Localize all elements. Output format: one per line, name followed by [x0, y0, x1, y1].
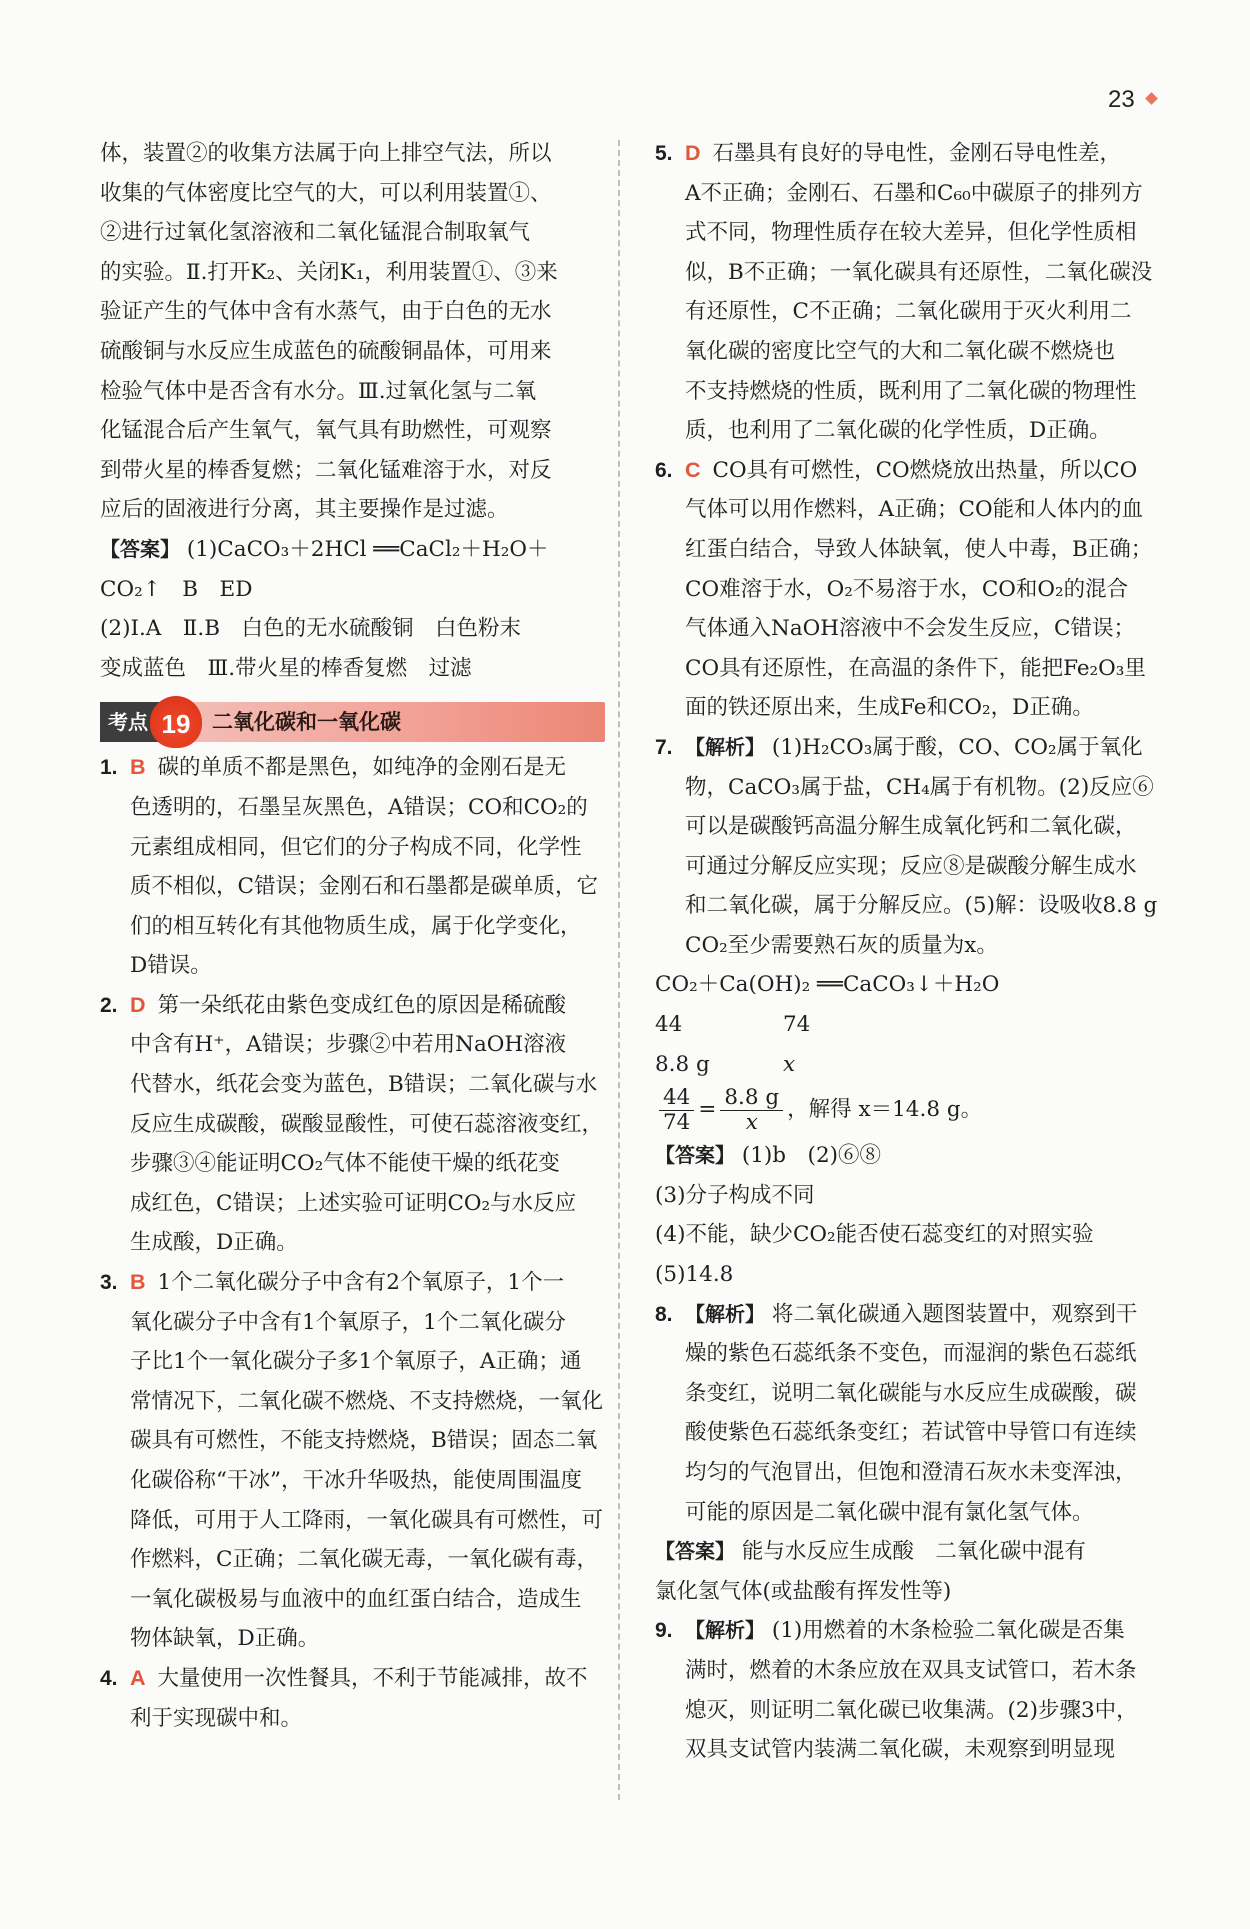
answer-line: (1)b (2)⑥⑧: [741, 1143, 882, 1169]
text-line: 碳具有可燃性，不能支持燃烧，B错误；固态二氧: [130, 1428, 598, 1454]
fraction-numerator: 8.8 g: [720, 1086, 783, 1111]
text-line: 物，CaCO₃属于盐，CH₄属于有机物。(2)反应⑥: [685, 774, 1154, 800]
proportion-row: $\frac{44}{74}$ = $\frac{8.8 g}{x}$ ，解得 x＝14.8 g。: [655, 1084, 1165, 1136]
text-line: 色透明的，石墨呈灰黑色，A错误；CO和CO₂的: [130, 794, 588, 820]
answer-tag: 【答案】: [655, 1539, 735, 1564]
answer-letter: C: [685, 457, 701, 482]
text-line: 有还原性，C不正确；二氧化碳用于灭火利用二: [685, 299, 1132, 325]
answer-tag: 【答案】: [100, 536, 180, 561]
item-number: 1.: [100, 756, 118, 780]
text-line: 将二氧化碳通入题图装置中，观察到干: [771, 1301, 1138, 1327]
fraction-denominator: 74: [663, 1109, 691, 1135]
text-line: 酸使紫色石蕊纸条变红；若试管中导管口有连续: [685, 1420, 1137, 1446]
question-item-3: [100, 1263, 605, 1659]
question-item-7: [655, 728, 1165, 1295]
text-line: 熄灭，则证明二氧化碳已收集满。(2)步骤3中，: [685, 1697, 1138, 1723]
analysis-tag: 【解析】: [685, 1301, 765, 1326]
chemical-equation: CO₂＋Ca(OH)₂ ══CaCO₃↓＋H₂O: [655, 972, 1000, 998]
text-line: ②进行过氧化氢溶液和二氧化锰混合制取氧气: [100, 220, 531, 246]
item-number: 4.: [100, 1666, 118, 1690]
text-line: 碳的单质不都是黑色，如纯净的金刚石是无: [157, 755, 567, 781]
item-number: 8.: [655, 1302, 673, 1326]
text-line: 作燃料，C正确；二氧化碳无毒，一氧化碳有毒，: [130, 1547, 598, 1573]
answer-line: CO₂↑ B ED: [100, 576, 253, 602]
fraction-left: [659, 1086, 694, 1135]
section-title: 二氧化碳和一氧化碳: [212, 710, 401, 735]
text-line: 式不同，物理性质存在较大差异，但化学性质相: [685, 220, 1137, 246]
text-line: 氧化碳的密度比空气的大和二氧化碳不燃烧也: [685, 338, 1116, 364]
item-number: 2.: [100, 993, 118, 1017]
text-line: 验证产生的气体中含有水蒸气，由于白色的无水: [100, 299, 552, 325]
solution-text: ，解得 x＝14.8 g。: [787, 1097, 983, 1123]
text-line: 面的铁还原出来，生成Fe和CO₂，D正确。: [685, 695, 1094, 721]
text-line: CO具有可燃性，CO燃烧放出热量，所以CO: [712, 457, 1138, 483]
left-column: [100, 134, 605, 1738]
item-number: 5.: [655, 142, 673, 165]
text-line: 硫酸铜与水反应生成蓝色的硫酸铜晶体，可用来: [100, 338, 552, 364]
amount-row: [655, 1045, 1165, 1085]
text-line: 代替水，纸花会变为蓝色，B错误；二氧化碳与水: [130, 1072, 598, 1098]
answer-letter: D: [685, 141, 701, 165]
mass-value: 44: [655, 1012, 683, 1038]
text-line: 氧化碳分子中含有1个氧原子，1个二氧化碳分: [130, 1309, 566, 1335]
text-line: 大量使用一次性餐具，不利于节能减排，故不: [157, 1665, 588, 1691]
section-banner: [100, 702, 605, 742]
section-label: 考点: [100, 702, 178, 742]
text-line: 第一朵纸花由紫色变成红色的原因是稀硫酸: [157, 992, 567, 1018]
column-divider: [618, 140, 620, 1800]
mass-value: 74: [783, 1012, 811, 1038]
answer-letter: B: [130, 1270, 146, 1295]
answer-tag: 【答案】: [655, 1143, 735, 1168]
text-line: 收集的气体密度比空气的大，可以利用装置①、: [100, 180, 552, 206]
text-line: D错误。: [130, 953, 212, 979]
answer-line: (5)14.8: [655, 1262, 734, 1288]
text-line: A不正确；金刚石、石墨和C₆₀中碳原子的排列方: [685, 180, 1143, 206]
answer-line: (2)Ⅰ.A Ⅱ.B 白色的无水硫酸铜 白色粉末: [100, 616, 522, 642]
fraction-denominator: x: [745, 1109, 758, 1135]
text-line: 质不相似，C错误；金刚石和石墨都是碳单质，它: [130, 874, 598, 900]
text-line: 似，B不正确；一氧化碳具有还原性，二氧化碳没: [685, 259, 1153, 285]
answer-line: 氯化氢气体(或盐酸有挥发性等): [655, 1578, 952, 1604]
item-number: 6.: [655, 458, 673, 482]
text-line: CO具有还原性，在高温的条件下，能把Fe₂O₃里: [685, 655, 1146, 681]
text-line: 气体通入NaOH溶液中不会发生反应，C错误；: [685, 616, 1135, 642]
question-item-5: [655, 134, 1165, 451]
question-item-2: [100, 986, 605, 1263]
text-line: 和二氧化碳，属于分解反应。(5)解：设吸收8.8 g: [685, 893, 1158, 919]
diamond-icon: [1145, 92, 1158, 105]
text-line: 的实验。Ⅱ.打开K₂、关闭K₁，利用装置①、③来: [100, 259, 558, 285]
text-line: CO₂至少需要熟石灰的质量为x。: [685, 932, 998, 958]
answer-letter: A: [130, 1665, 146, 1690]
text-line: 生成酸，D正确。: [130, 1230, 298, 1256]
molar-mass-row: [655, 1005, 1165, 1045]
answer-letter: B: [130, 755, 146, 780]
section-number: 19: [161, 709, 191, 740]
text-line: 常情况下，二氧化碳不燃烧、不支持燃烧，一氧化: [130, 1388, 604, 1414]
intro-paragraph: [100, 134, 605, 530]
answer-line: 变成蓝色 Ⅲ.带火星的棒香复燃 过滤: [100, 655, 472, 681]
text-line: 质，也利用了二氧化碳的化学性质，D正确。: [685, 418, 1111, 444]
text-line: 燥的紫色石蕊纸条不变色，而湿润的紫色石蕊纸: [685, 1341, 1137, 1367]
text-line: 子比1个一氧化碳分子多1个氧原子，A正确；通: [130, 1349, 582, 1375]
text-line: 1个二氧化碳分子中含有2个氧原子，1个一: [157, 1270, 565, 1296]
question-item-8: [655, 1295, 1165, 1612]
text-line: 可以是碳酸钙高温分解生成氧化钙和二氧化碳，: [685, 814, 1137, 840]
text-line: 化锰混合后产生氧气，氧气具有助燃性，可观察: [100, 418, 552, 444]
flame-badge: [150, 696, 202, 748]
question-item-9: [655, 1611, 1165, 1769]
item-number: 7.: [655, 735, 673, 759]
text-line: 可能的原因是二氧化碳中混有氯化氢气体。: [685, 1499, 1094, 1525]
text-line: 可通过分解反应实现；反应⑧是碳酸分解生成水: [685, 853, 1137, 879]
right-column: [655, 134, 1165, 1770]
text-line: 到带火星的棒香复燃；二氧化锰难溶于水，对反: [100, 457, 552, 483]
answer-line: (3)分子构成不同: [655, 1182, 815, 1208]
answer-block: [100, 530, 605, 688]
answer-line: (4)不能，缺少CO₂能否使石蕊变红的对照实验: [655, 1222, 1094, 1248]
text-line: 体，装置②的收集方法属于向上排空气法，所以: [100, 141, 552, 166]
analysis-tag: 【解析】: [685, 1618, 765, 1643]
text-line: 们的相互转化有其他物质生成，属于化学变化，: [130, 913, 582, 939]
text-line: 元素组成相同，但它们的分子构成不同，化学性: [130, 834, 582, 860]
page-number: 23: [1108, 86, 1156, 114]
text-line: 一氧化碳极易与血液中的血红蛋白结合，造成生: [130, 1586, 582, 1612]
amount-value: x: [783, 1051, 796, 1077]
text-line: 条变红，说明二氧化碳能与水反应生成碳酸，碳: [685, 1380, 1137, 1406]
text-line: 红蛋白结合，导致人体缺氧，使人中毒，B正确；: [685, 536, 1153, 562]
item-number: 9.: [655, 1619, 673, 1643]
text-line: 均匀的气泡冒出，但饱和澄清石灰水未变浑浊，: [685, 1460, 1137, 1485]
text-line: 利于实现碳中和。: [130, 1705, 303, 1731]
text-line: 检验气体中是否含有水分。Ⅲ.过氧化氢与二氧: [100, 378, 537, 404]
analysis-tag: 【解析】: [685, 734, 765, 759]
text-line: 化碳俗称“干冰”，干冰升华吸热，能使周围温度: [130, 1468, 582, 1493]
text-line: 步骤③④能证明CO₂气体不能使干燥的纸花变: [130, 1151, 560, 1177]
question-item-1: [100, 748, 605, 986]
text-line: 中含有H⁺，A错误；步骤②中若用NaOH溶液: [130, 1032, 567, 1058]
text-line: 石墨具有良好的导电性，金刚石导电性差，: [712, 141, 1122, 166]
text-line: 不支持燃烧的性质，既利用了二氧化碳的物理性: [685, 378, 1137, 404]
amount-value: 8.8 g: [655, 1051, 710, 1077]
answer-letter: D: [130, 992, 146, 1017]
answer-line: (1)CaCO₃＋2HCl ══CaCl₂＋H₂O＋: [186, 536, 549, 562]
text-line: (1)H₂CO₃属于酸，CO、CO₂属于氧化: [771, 734, 1143, 760]
answer-line: 能与水反应生成酸 二氧化碳中混有: [741, 1539, 1086, 1565]
text-line: 物体缺氧，D正确。: [130, 1626, 320, 1652]
item-number: 3.: [100, 1271, 118, 1295]
text-line: 双具支试管内装满二氧化碳，未观察到明显现: [685, 1737, 1116, 1763]
text-line: (1)用燃着的木条检验二氧化碳是否集: [771, 1618, 1125, 1644]
text-line: 反应生成碳酸，碳酸显酸性，可使石蕊溶液变红，: [130, 1111, 604, 1137]
text-line: 降低，可用于人工降雨，一氧化碳具有可燃性，可: [130, 1507, 604, 1533]
question-item-4: [100, 1659, 605, 1738]
question-item-6: [655, 451, 1165, 728]
text-line: 满时，燃着的木条应放在双具支试管口，若木条: [685, 1657, 1137, 1683]
text-line: 应后的固液进行分离，其主要操作是过滤。: [100, 497, 509, 523]
text-line: 气体可以用作燃料，A正确；CO能和人体内的血: [685, 497, 1144, 523]
fraction-numerator: 44: [659, 1086, 694, 1111]
fraction-right: [720, 1086, 783, 1135]
text-line: CO难溶于水，O₂不易溶于水，CO和O₂的混合: [685, 576, 1129, 602]
text-line: 成红色，C错误；上述实验可证明CO₂与水反应: [130, 1190, 577, 1216]
